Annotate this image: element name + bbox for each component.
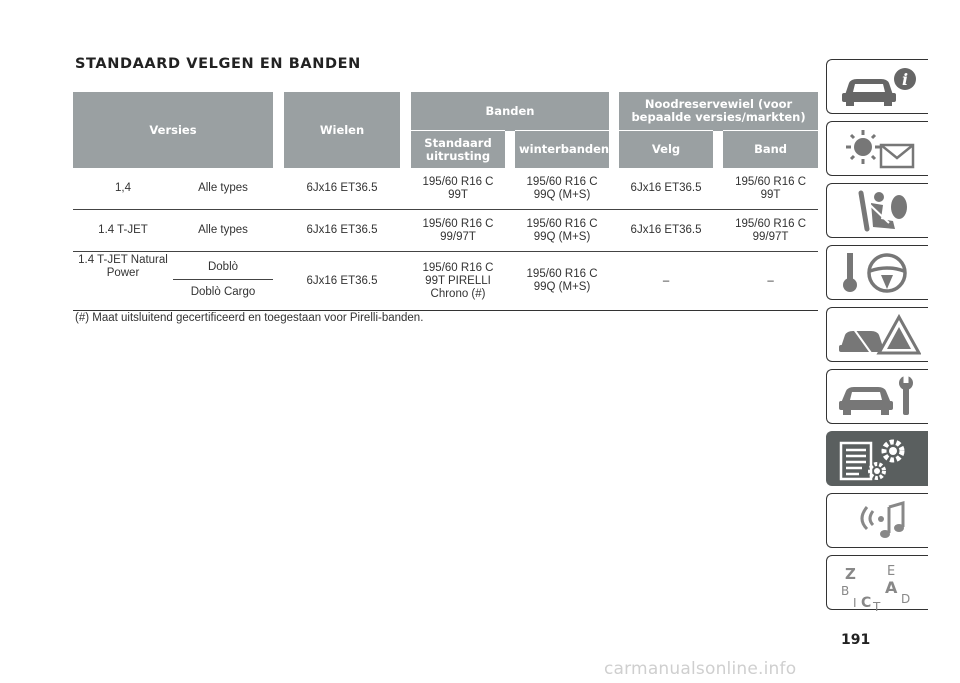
header-wielen: Wielen — [284, 92, 400, 168]
tab-index[interactable] — [826, 555, 928, 610]
cell-versie: 1,4 — [73, 168, 173, 210]
cell-standaard: 195/60 R16 C 99T PIRELLI Chrono (#) — [411, 252, 505, 311]
key-steering-wheel-icon — [837, 251, 921, 295]
index-letter: I — [853, 596, 857, 610]
cell-wielen: 6Jx16 ET36.5 — [284, 210, 400, 252]
tab-starting-driving[interactable] — [826, 245, 928, 300]
index-letter: B — [841, 584, 850, 598]
cell-velg: 6Jx16 ET36.5 — [619, 210, 713, 252]
cell-wielen: 6Jx16 ET36.5 — [284, 252, 400, 311]
tab-maintenance[interactable] — [826, 369, 928, 424]
cell-type: Alle types — [173, 210, 273, 252]
tab-emergency[interactable] — [826, 307, 928, 362]
airbag-seat-icon — [837, 189, 921, 233]
cell-band: 195/60 R16 C 99T — [723, 168, 818, 210]
tire-spec-table — [73, 92, 818, 311]
watermark: carmanualsonline.info — [604, 659, 797, 679]
cell-type: Alle types — [173, 168, 273, 210]
tab-safety[interactable] — [826, 183, 928, 238]
header-winterbanden: winterbanden — [515, 131, 609, 169]
svg-text:i: i — [901, 70, 909, 89]
table-row — [73, 252, 818, 280]
alphabetical-index-icon — [837, 561, 921, 611]
index-letter: T — [873, 600, 881, 611]
table-row — [73, 210, 818, 252]
car-wrench-icon — [837, 375, 921, 419]
tab-multimedia[interactable] — [826, 493, 928, 548]
cell-winter: 195/60 R16 C 99Q (M+S) — [515, 252, 609, 311]
cell-velg: – — [619, 252, 713, 311]
tab-dashboard[interactable] — [826, 121, 928, 176]
cell-winter: 195/60 R16 C 99Q (M+S) — [515, 210, 609, 252]
header-banden: Banden — [411, 92, 609, 131]
page-title: STANDAARD VELGEN EN BANDEN — [75, 56, 361, 72]
car-info-icon — [837, 65, 921, 109]
cell-velg: 6Jx16 ET36.5 — [619, 168, 713, 210]
header-velg: Velg — [619, 131, 713, 169]
warning-triangle-car-icon — [837, 313, 921, 357]
cell-versie: 1.4 T-JET Natural Power — [73, 252, 173, 311]
cell-type-doblo-cargo: Doblò Cargo — [173, 280, 273, 311]
header-noodreservewiel: Noodreservewiel (voor bepaalde versies/markten) — [619, 92, 818, 131]
header-versies: Versies — [73, 92, 273, 168]
dashboard-lights-icon — [837, 127, 921, 171]
cell-band: – — [723, 252, 818, 311]
table-row — [73, 168, 818, 210]
tab-technical-data[interactable] — [826, 431, 928, 486]
index-letter: E — [887, 564, 896, 579]
specs-gears-icon — [837, 437, 921, 483]
index-letter: D — [901, 592, 911, 606]
footnote: (#) Maat uitsluitend gecertificeerd en toegestaan voor Pirelli-banden. — [75, 312, 424, 324]
cell-wielen: 6Jx16 ET36.5 — [284, 168, 400, 210]
cell-standaard: 195/60 R16 C 99/97T — [411, 210, 505, 252]
cell-winter: 195/60 R16 C 99Q (M+S) — [515, 168, 609, 210]
page-number: 191 — [841, 632, 871, 648]
index-letter: A — [885, 578, 898, 597]
cell-band: 195/60 R16 C 99/97T — [723, 210, 818, 252]
cell-versie: 1.4 T-JET — [73, 210, 173, 252]
index-letter: C — [861, 595, 872, 611]
multimedia-icon — [837, 499, 921, 543]
cell-standaard: 195/60 R16 C 99T — [411, 168, 505, 210]
index-letter: Z — [845, 565, 856, 583]
cell-type-doblo: Doblò — [173, 252, 273, 280]
header-standaard-uitrusting: Standaard uitrusting — [411, 131, 505, 169]
tab-car-info[interactable] — [826, 59, 928, 114]
header-band: Band — [723, 131, 818, 169]
